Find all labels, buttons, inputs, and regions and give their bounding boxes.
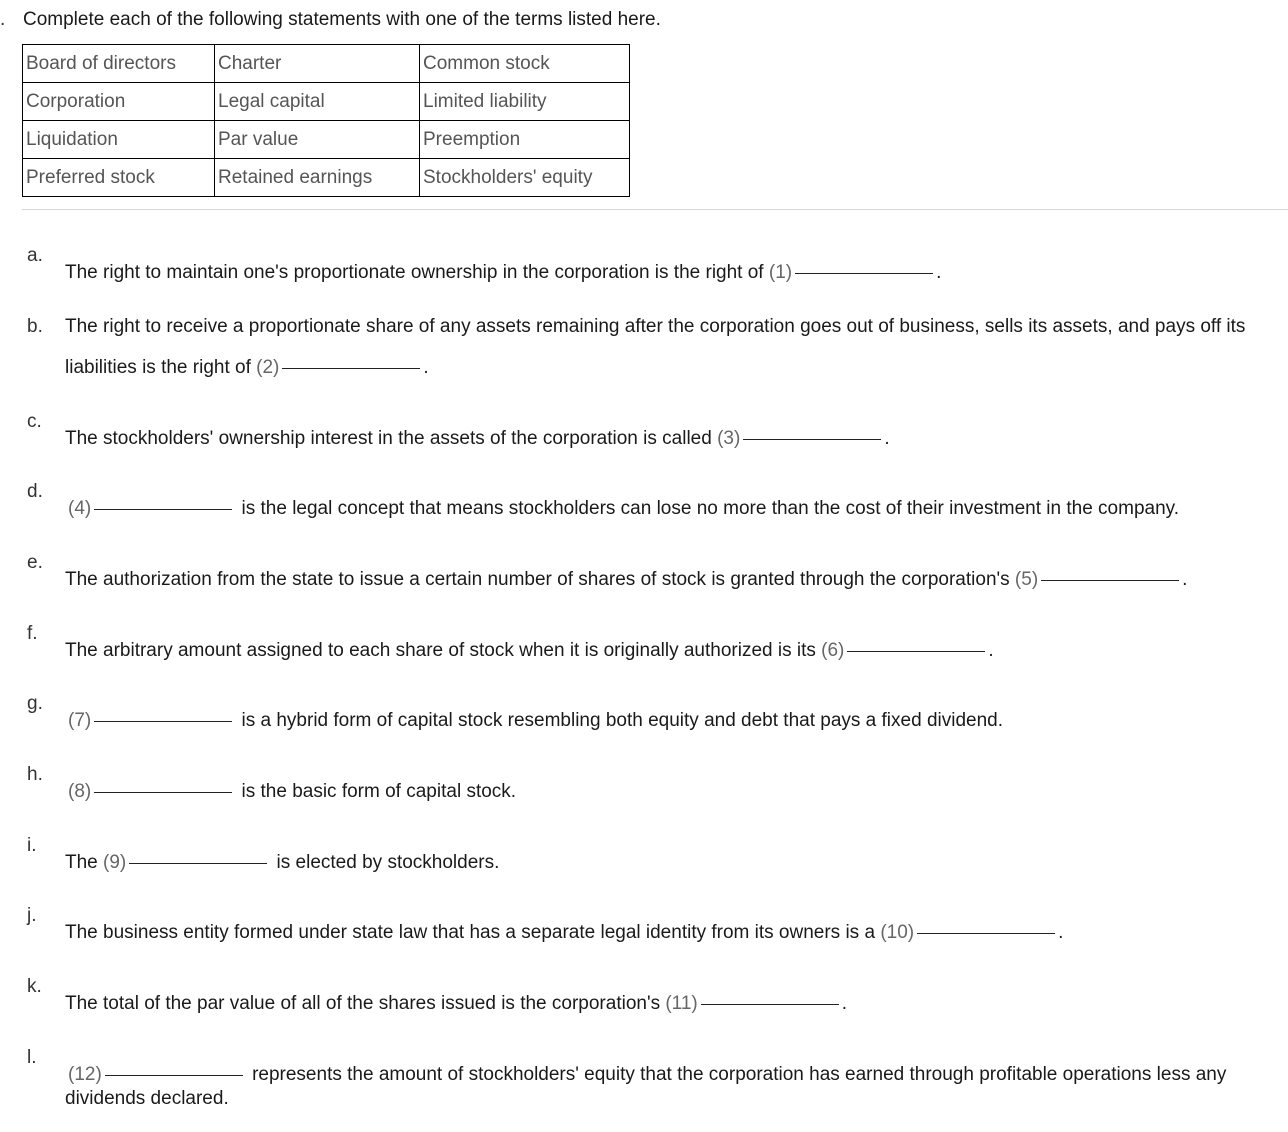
question-text-after: .: [841, 993, 848, 1014]
answer-blank-10[interactable]: [917, 932, 1055, 934]
question-letter: e.: [27, 552, 43, 573]
blank-number: (8): [68, 781, 92, 802]
question-text: The right to receive a proportionate share of any assets remaining after the corporation goes out of business, sells its assets, and pays off its: [65, 316, 1246, 337]
answer-blank-4[interactable]: [94, 508, 232, 510]
answer-blank-2[interactable]: [282, 367, 420, 369]
blank-number: (4): [68, 498, 92, 519]
blank-number: (6): [821, 640, 845, 661]
question-letter: g.: [27, 693, 43, 714]
question-f: [65, 640, 994, 662]
table-row: [23, 45, 630, 83]
question-letter: j.: [27, 905, 37, 926]
question-text-after: .: [423, 357, 429, 378]
question-text: dividends declared.: [65, 1088, 229, 1109]
question-letter: f.: [27, 623, 38, 644]
blank-number: (2): [256, 357, 280, 378]
term-cell: Preferred stock: [23, 159, 215, 197]
term-cell: Common stock: [420, 45, 630, 83]
question-l-cont: [65, 1088, 229, 1110]
question-letter: a.: [27, 245, 43, 266]
question-text: The: [65, 852, 98, 873]
question-k: [65, 993, 847, 1015]
question-b: [65, 316, 1245, 338]
question-text-after: represents the amount of stockholders' equity that the corporation has earned through profitable operations less any: [252, 1064, 1227, 1085]
list-bullet: .: [0, 9, 6, 30]
question-text: The stockholders' ownership interest in the assets of the corporation is called: [65, 428, 712, 449]
blank-number: (7): [68, 710, 92, 731]
terms-table: [22, 44, 630, 197]
instruction-text: Complete each of the following statements with one of the terms listed here.: [23, 9, 661, 30]
term-cell: Legal capital: [215, 83, 420, 121]
question-text-after: is the basic form of capital stock.: [241, 781, 517, 802]
question-j: [65, 922, 1063, 944]
blank-number: (11): [665, 993, 698, 1014]
question-a: [65, 262, 941, 284]
question-text: The right to maintain one's proportionate ownership in the corporation is the right of: [65, 262, 764, 283]
answer-blank-9[interactable]: [129, 862, 267, 864]
answer-blank-1[interactable]: [795, 272, 933, 274]
term-cell: Par value: [215, 121, 420, 159]
table-row: [23, 83, 630, 121]
question-letter: i.: [27, 835, 37, 856]
blank-number: (5): [1014, 569, 1039, 590]
question-text-after: is the legal concept that means stockholders can lose no more than the cost of their investment in the company.: [241, 498, 1180, 519]
blank-number: (3): [717, 428, 741, 449]
question-text: The authorization from the state to issue a certain number of shares of stock is granted through the corporation's: [65, 569, 1010, 590]
question-g: [68, 710, 1003, 732]
question-text: The business entity formed under state law that has a separate legal identity from its owners is a: [65, 922, 876, 943]
question-text-after: .: [884, 428, 890, 449]
question-text-after: .: [936, 262, 942, 283]
question-letter: k.: [27, 976, 42, 997]
answer-blank-7[interactable]: [94, 720, 232, 722]
term-cell: Corporation: [23, 83, 215, 121]
question-d: [68, 498, 1179, 520]
question-h: [68, 781, 516, 803]
answer-blank-11[interactable]: [701, 1003, 839, 1005]
answer-blank-5[interactable]: [1041, 579, 1179, 581]
blank-number: (1): [768, 262, 793, 283]
table-row: [23, 121, 630, 159]
question-letter: l.: [27, 1047, 37, 1068]
question-e: [65, 569, 1187, 591]
question-text-after: .: [1182, 569, 1188, 590]
question-b-cont: [65, 357, 429, 379]
question-i: [65, 852, 499, 874]
question-text-after: is elected by stockholders.: [276, 852, 500, 873]
term-cell: Stockholders' equity: [420, 159, 630, 197]
question-text-after: is a hybrid form of capital stock resembling both equity and debt that pays a fixed dividend.: [241, 710, 1003, 731]
term-cell: Charter: [215, 45, 420, 83]
question-letter: c.: [27, 411, 42, 432]
section-divider: [22, 209, 1288, 210]
question-text: liabilities is the right of: [65, 357, 251, 378]
term-cell: Limited liability: [420, 83, 630, 121]
question-letter: h.: [27, 764, 43, 785]
question-l: [68, 1064, 1226, 1086]
question-text: The arbitrary amount assigned to each share of stock when it is originally authorized is its: [65, 640, 816, 661]
answer-blank-6[interactable]: [847, 650, 985, 652]
term-cell: Retained earnings: [215, 159, 420, 197]
blank-number: (9): [103, 852, 127, 873]
question-text-after: .: [1058, 922, 1064, 943]
table-row: [23, 159, 630, 197]
answer-blank-3[interactable]: [743, 438, 881, 440]
term-cell: Board of directors: [23, 45, 215, 83]
question-letter: b.: [27, 316, 43, 337]
question-text: The total of the par value of all of the shares issued is the corporation's: [65, 993, 661, 1014]
term-cell: Liquidation: [23, 121, 215, 159]
answer-blank-12[interactable]: [105, 1074, 243, 1076]
question-c: [65, 428, 890, 450]
question-letter: d.: [27, 481, 43, 502]
blank-number: (12): [68, 1064, 102, 1085]
term-cell: Preemption: [420, 121, 630, 159]
question-text-after: .: [988, 640, 994, 661]
blank-number: (10): [880, 922, 915, 943]
answer-blank-8[interactable]: [94, 791, 232, 793]
